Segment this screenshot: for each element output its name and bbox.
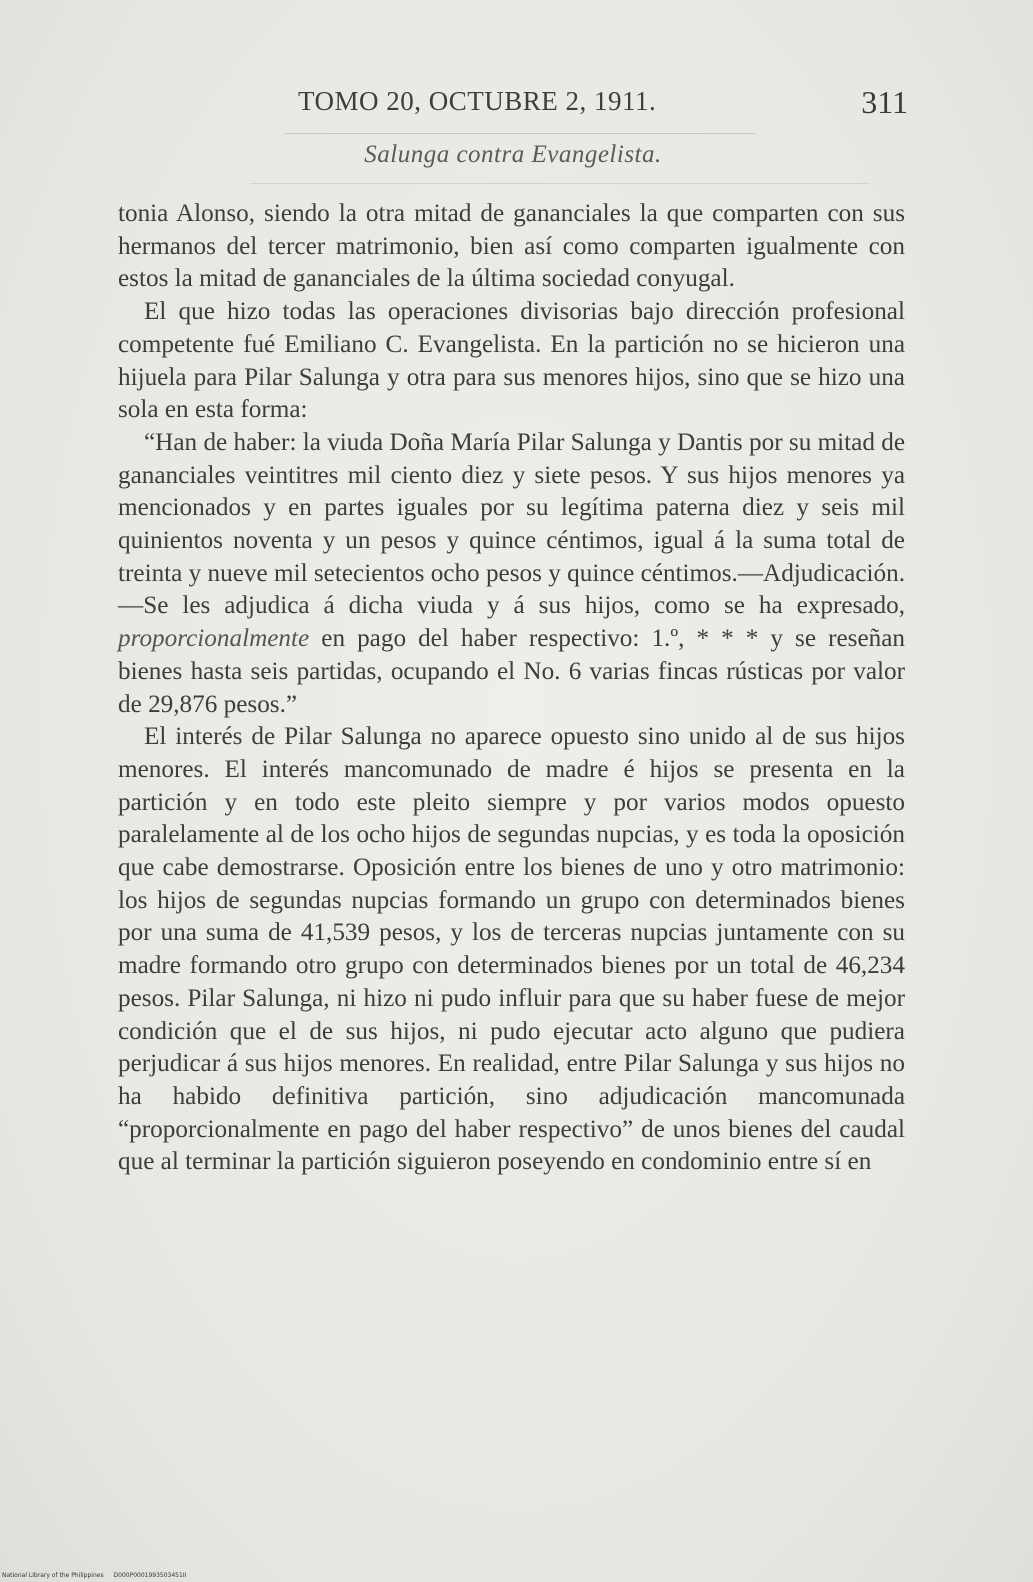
case-title: Salunga contra Evangelista. (364, 141, 662, 168)
running-head (118, 86, 908, 126)
quotation-text-start: “Han de haber: la viuda Doña María Pilar Salunga y Dantis por su mitad de gananciales veintitres mil ciento diez y siete pesos. Y sus hijos menores ya mencionados y en partes iguales por su legítima paterna diez y seis mil quinientos noventa y un pesos y quince céntimos, igual á la suma total de treinta y nueve mil setecientos ocho pesos y quince céntimos.—Adjudicación.—Se les adjudica á dicha viuda y á sus hijos, como se ha expresado, (118, 428, 906, 620)
body-text (118, 198, 905, 1179)
paragraph-3-quotation (118, 427, 905, 721)
scan-footer (2, 1572, 186, 1579)
quotation-text-end: en pago del haber respectivo: 1.º, * * * y se reseñan bienes hasta seis partidas, ocupando el No. 6 varias fincas rústicas por valor de 29,876 pesos.” (118, 625, 905, 718)
page-number: 311 (861, 84, 908, 120)
case-title-rule (250, 183, 870, 184)
footer-source: National Library of the Philippines (2, 1572, 104, 1579)
header-rule (285, 133, 755, 134)
quotation-italic-word: proporcionalmente (118, 625, 310, 653)
volume-date-heading: TOMO 20, OCTUBRE 2, 1911. (298, 86, 657, 116)
paragraph-2: El que hizo todas las operaciones divisorias bajo dirección profesional competente fué Emiliano C. Evangelista. En la partición no se hicieron una hijuela para Pilar Salunga y otra para sus menores hijos, sino que se hizo una sola en esta forma: (118, 298, 905, 424)
paragraph-4: El interés de Pilar Salunga no aparece opuesto sino unido al de sus hijos menores. El interés mancomunado de madre é hijos se presenta en la partición y en todo este pleito siempre y por varios modos opuesto paralelamente al de los ocho hijos de segundas nupcias, y es toda la oposición que cabe demostrarse. Oposición entre los bienes de uno y otro matrimonio: los hijos de segundas nupcias formando un grupo con determinados bienes por una suma de 41,539 pesos, y los de terceras nupcias juntamente con su madre formando otro grupo con determinados bienes por un total de 46,234 pesos. Pilar Salunga, ni hizo ni pudo influir para que su haber fuese de mejor condición que el de sus hijos, ni pudo ejecutar acto alguno que pudiera perjudicar á sus hijos menores. En realidad, entre Pilar Salunga y sus hijos no ha habido definitiva partición, sino adjudicación mancomunada “proporcionalmente en pago del haber respectivo” de unos bienes del caudal que al terminar la partición siguieron poseyendo en condominio entre sí en (118, 723, 905, 1176)
footer-identifier: D000P0001993503451II (113, 1572, 187, 1579)
paragraph-1: tonia Alonso, siendo la otra mitad de gananciales la que comparten con sus hermanos del tercer matrimonio, bien así como comparten igualmente con estos la mitad de gananciales de la última sociedad conyugal. (118, 200, 905, 293)
